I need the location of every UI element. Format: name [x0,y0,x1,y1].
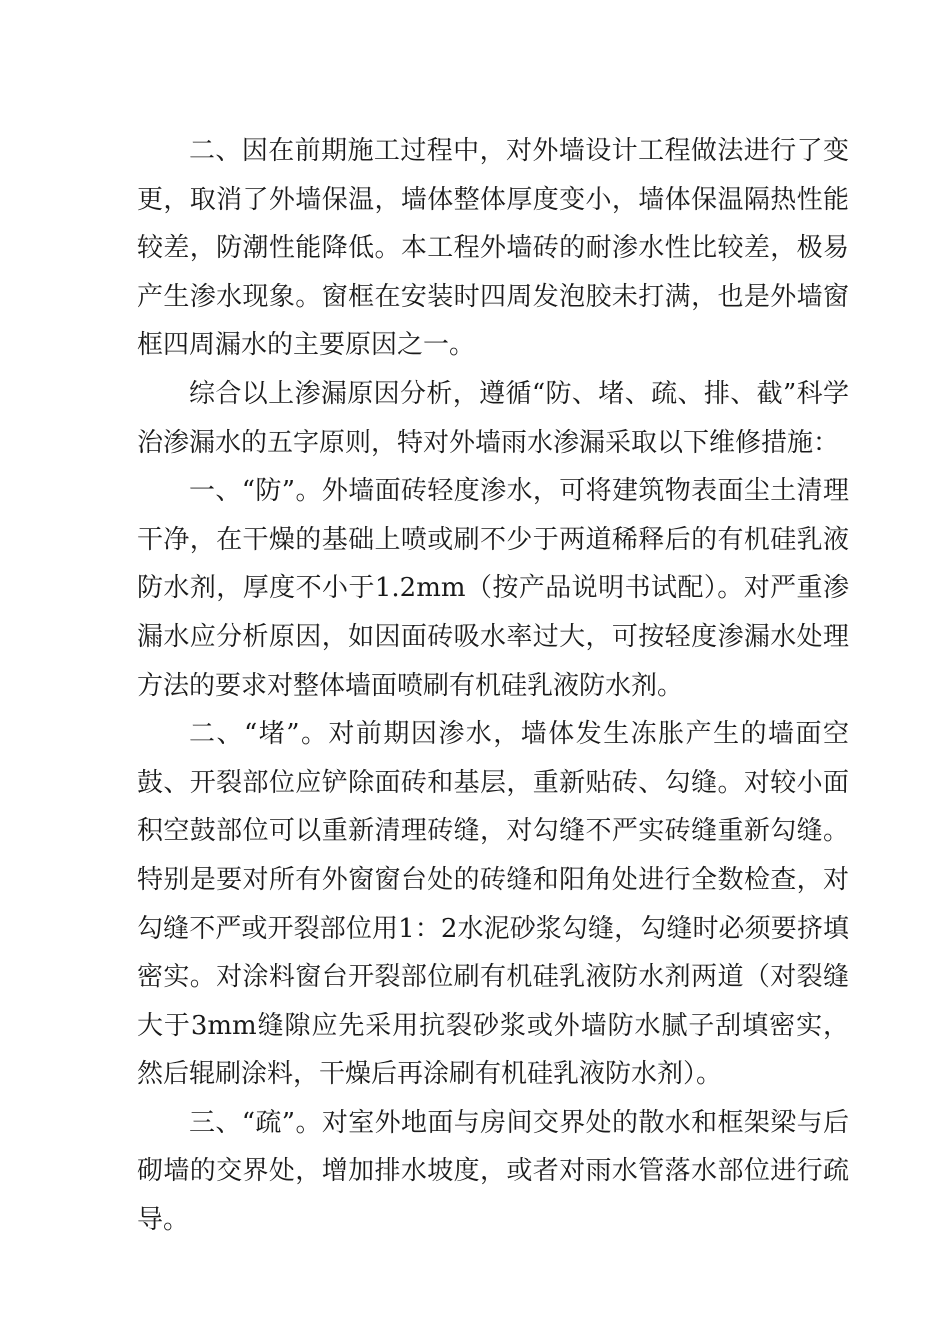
paragraph-cause-wall-change: 二、因在前期施工过程中，对外墙设计工程做法进行了变更，取消了外墙保温，墙体整体厚度变小，墙体保温隔热性能较差，防潮性能降低。本工程外墙砖的耐渗水性比较差，极易产生渗水现象。窗框在安装时四周发泡胶未打满，也是外墙窗框四周漏水的主要原因之一。 [137,136,849,361]
paragraph-measure-block: 二、“堵”。对前期因渗水，墙体发生冻胀产生的墙面空鼓、开裂部位应铲除面砖和基层，重新贴砖、勾缝。对较小面积空鼓部位可以重新清理砖缝，对勾缝不严实砖缝重新勾缝。特别是要对所有外窗窗台处的砖缝和阳角处进行全数检查，对勾缝不严或开裂部位用1：2水泥砂浆勾缝，勾缝时必须要挤填密实。对涂料窗台开裂部位刷有机硅乳液防水剂两道（对裂缝大于3mm缝隙应先采用抗裂砂浆或外墙防水腻子刮填密实，然后辊刷涂料，干燥后再涂刷有机硅乳液防水剂）。 [137,719,849,1090]
paragraph-summary-principles: 综合以上渗漏原因分析，遵循“防、堵、疏、排、截”科学治渗漏水的五字原则，特对外墙雨水渗漏采取以下维修措施： [137,378,849,458]
paragraph-measure-prevent: 一、“防”。外墙面砖轻度渗水，可将建筑物表面尘土清理干净，在干燥的基础上喷或刷不少于两道稀释后的有机硅乳液防水剂，厚度不小于1.2mm（按产品说明书试配）。对严重渗漏水应分析原因，如因面砖吸水率过大，可按轻度渗漏水处理方法的要求对整体墙面喷刷有机硅乳液防水剂。 [137,476,849,701]
document-body [137,127,849,1245]
paragraph-measure-drain: 三、“疏”。对室外地面与房间交界处的散水和框架梁与后砌墙的交界处，增加排水坡度，或者对雨水管落水部位进行疏导。 [137,1107,849,1236]
